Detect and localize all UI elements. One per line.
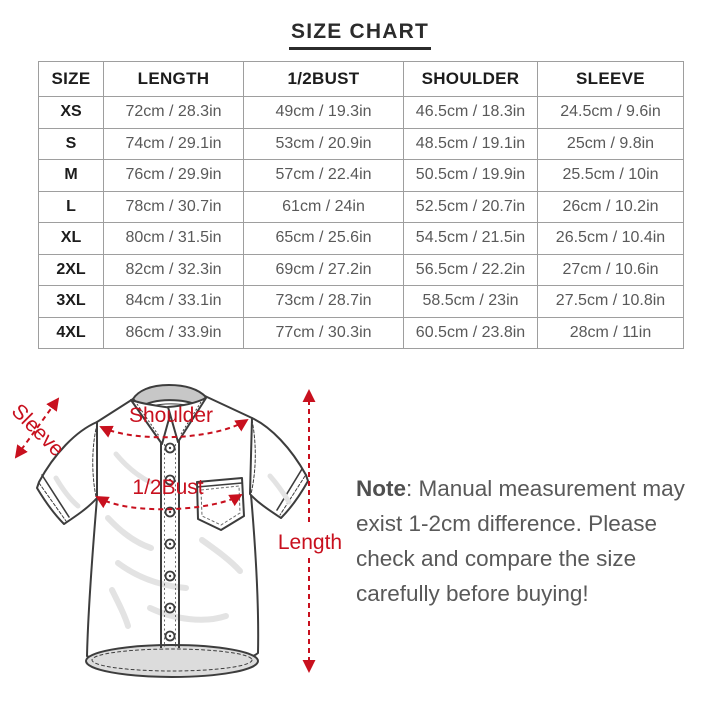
cell-halfbust: 73cm / 28.7in: [244, 286, 404, 318]
cell-halfbust: 69cm / 27.2in: [244, 254, 404, 286]
cell-halfbust: 61cm / 24in: [244, 191, 404, 223]
length-label: Length: [277, 531, 343, 554]
note-text: : Manual measurement may exist 1-2cm difference. Please check and compare the size carefully before buying!: [356, 476, 685, 606]
table-row: [39, 317, 684, 349]
cell-length: 74cm / 29.1in: [104, 128, 244, 160]
cell-shoulder: 60.5cm / 23.8in: [404, 317, 538, 349]
header-row: [39, 62, 684, 97]
cell-halfbust: 49cm / 19.3in: [244, 97, 404, 129]
right-sleeve: [250, 418, 308, 518]
cell-halfbust: 77cm / 30.3in: [244, 317, 404, 349]
cell-size: 4XL: [39, 317, 104, 349]
cell-length: 80cm / 31.5in: [104, 223, 244, 255]
cell-shoulder: 58.5cm / 23in: [404, 286, 538, 318]
cell-shoulder: 54.5cm / 21.5in: [404, 223, 538, 255]
table-row: [39, 254, 684, 286]
table-row: [39, 191, 684, 223]
cell-size: S: [39, 128, 104, 160]
cell-sleeve: 28cm / 11in: [538, 317, 684, 349]
cell-size: 2XL: [39, 254, 104, 286]
cell-shoulder: 52.5cm / 20.7in: [404, 191, 538, 223]
cell-length: 76cm / 29.9in: [104, 160, 244, 192]
cell-length: 84cm / 33.1in: [104, 286, 244, 318]
table-row: [39, 223, 684, 255]
cell-length: 72cm / 28.3in: [104, 97, 244, 129]
column-header-size: SIZE: [39, 62, 104, 97]
size-table: [38, 61, 684, 349]
cell-sleeve: 27cm / 10.6in: [538, 254, 684, 286]
column-header-length: LENGTH: [104, 62, 244, 97]
cell-size: M: [39, 160, 104, 192]
note: [356, 471, 692, 611]
table-row: [39, 128, 684, 160]
cell-length: 78cm / 30.7in: [104, 191, 244, 223]
cell-sleeve: 24.5cm / 9.6in: [538, 97, 684, 129]
sleeve-label: Sleeve: [6, 399, 69, 462]
shoulder-label: Shoulder: [128, 404, 214, 427]
cell-length: 86cm / 33.9in: [104, 317, 244, 349]
shirt-hem: [86, 645, 258, 677]
table-row: [39, 97, 684, 129]
sleeve-measure: [7, 399, 69, 461]
table-row: [39, 286, 684, 318]
cell-sleeve: 26cm / 10.2in: [538, 191, 684, 223]
title-bar: [0, 20, 720, 50]
table-row: [39, 160, 684, 192]
cell-shoulder: 48.5cm / 19.1in: [404, 128, 538, 160]
cell-size: XS: [39, 97, 104, 129]
cell-shoulder: 56.5cm / 22.2in: [404, 254, 538, 286]
length-measure: [278, 391, 342, 671]
cell-shoulder: 50.5cm / 19.9in: [404, 160, 538, 192]
cell-size: 3XL: [39, 286, 104, 318]
column-header-sleeve: SLEEVE: [538, 62, 684, 97]
cell-halfbust: 53cm / 20.9in: [244, 128, 404, 160]
column-header-halfbust: 1/2BUST: [244, 62, 404, 97]
cell-size: XL: [39, 223, 104, 255]
note-label: Note: [356, 476, 406, 501]
page-title: SIZE CHART: [289, 20, 431, 50]
cell-sleeve: 25.5cm / 10in: [538, 160, 684, 192]
cell-sleeve: 25cm / 9.8in: [538, 128, 684, 160]
cell-sleeve: 27.5cm / 10.8in: [538, 286, 684, 318]
column-header-shoulder: SHOULDER: [404, 62, 538, 97]
cell-length: 82cm / 32.3in: [104, 254, 244, 286]
shirt-measurement-diagram: [0, 358, 352, 716]
cell-size: L: [39, 191, 104, 223]
cell-halfbust: 65cm / 25.6in: [244, 223, 404, 255]
half-bust-label: 1/2Bust: [132, 476, 204, 499]
cell-shoulder: 46.5cm / 18.3in: [404, 97, 538, 129]
cell-halfbust: 57cm / 22.4in: [244, 160, 404, 192]
cell-sleeve: 26.5cm / 10.4in: [538, 223, 684, 255]
